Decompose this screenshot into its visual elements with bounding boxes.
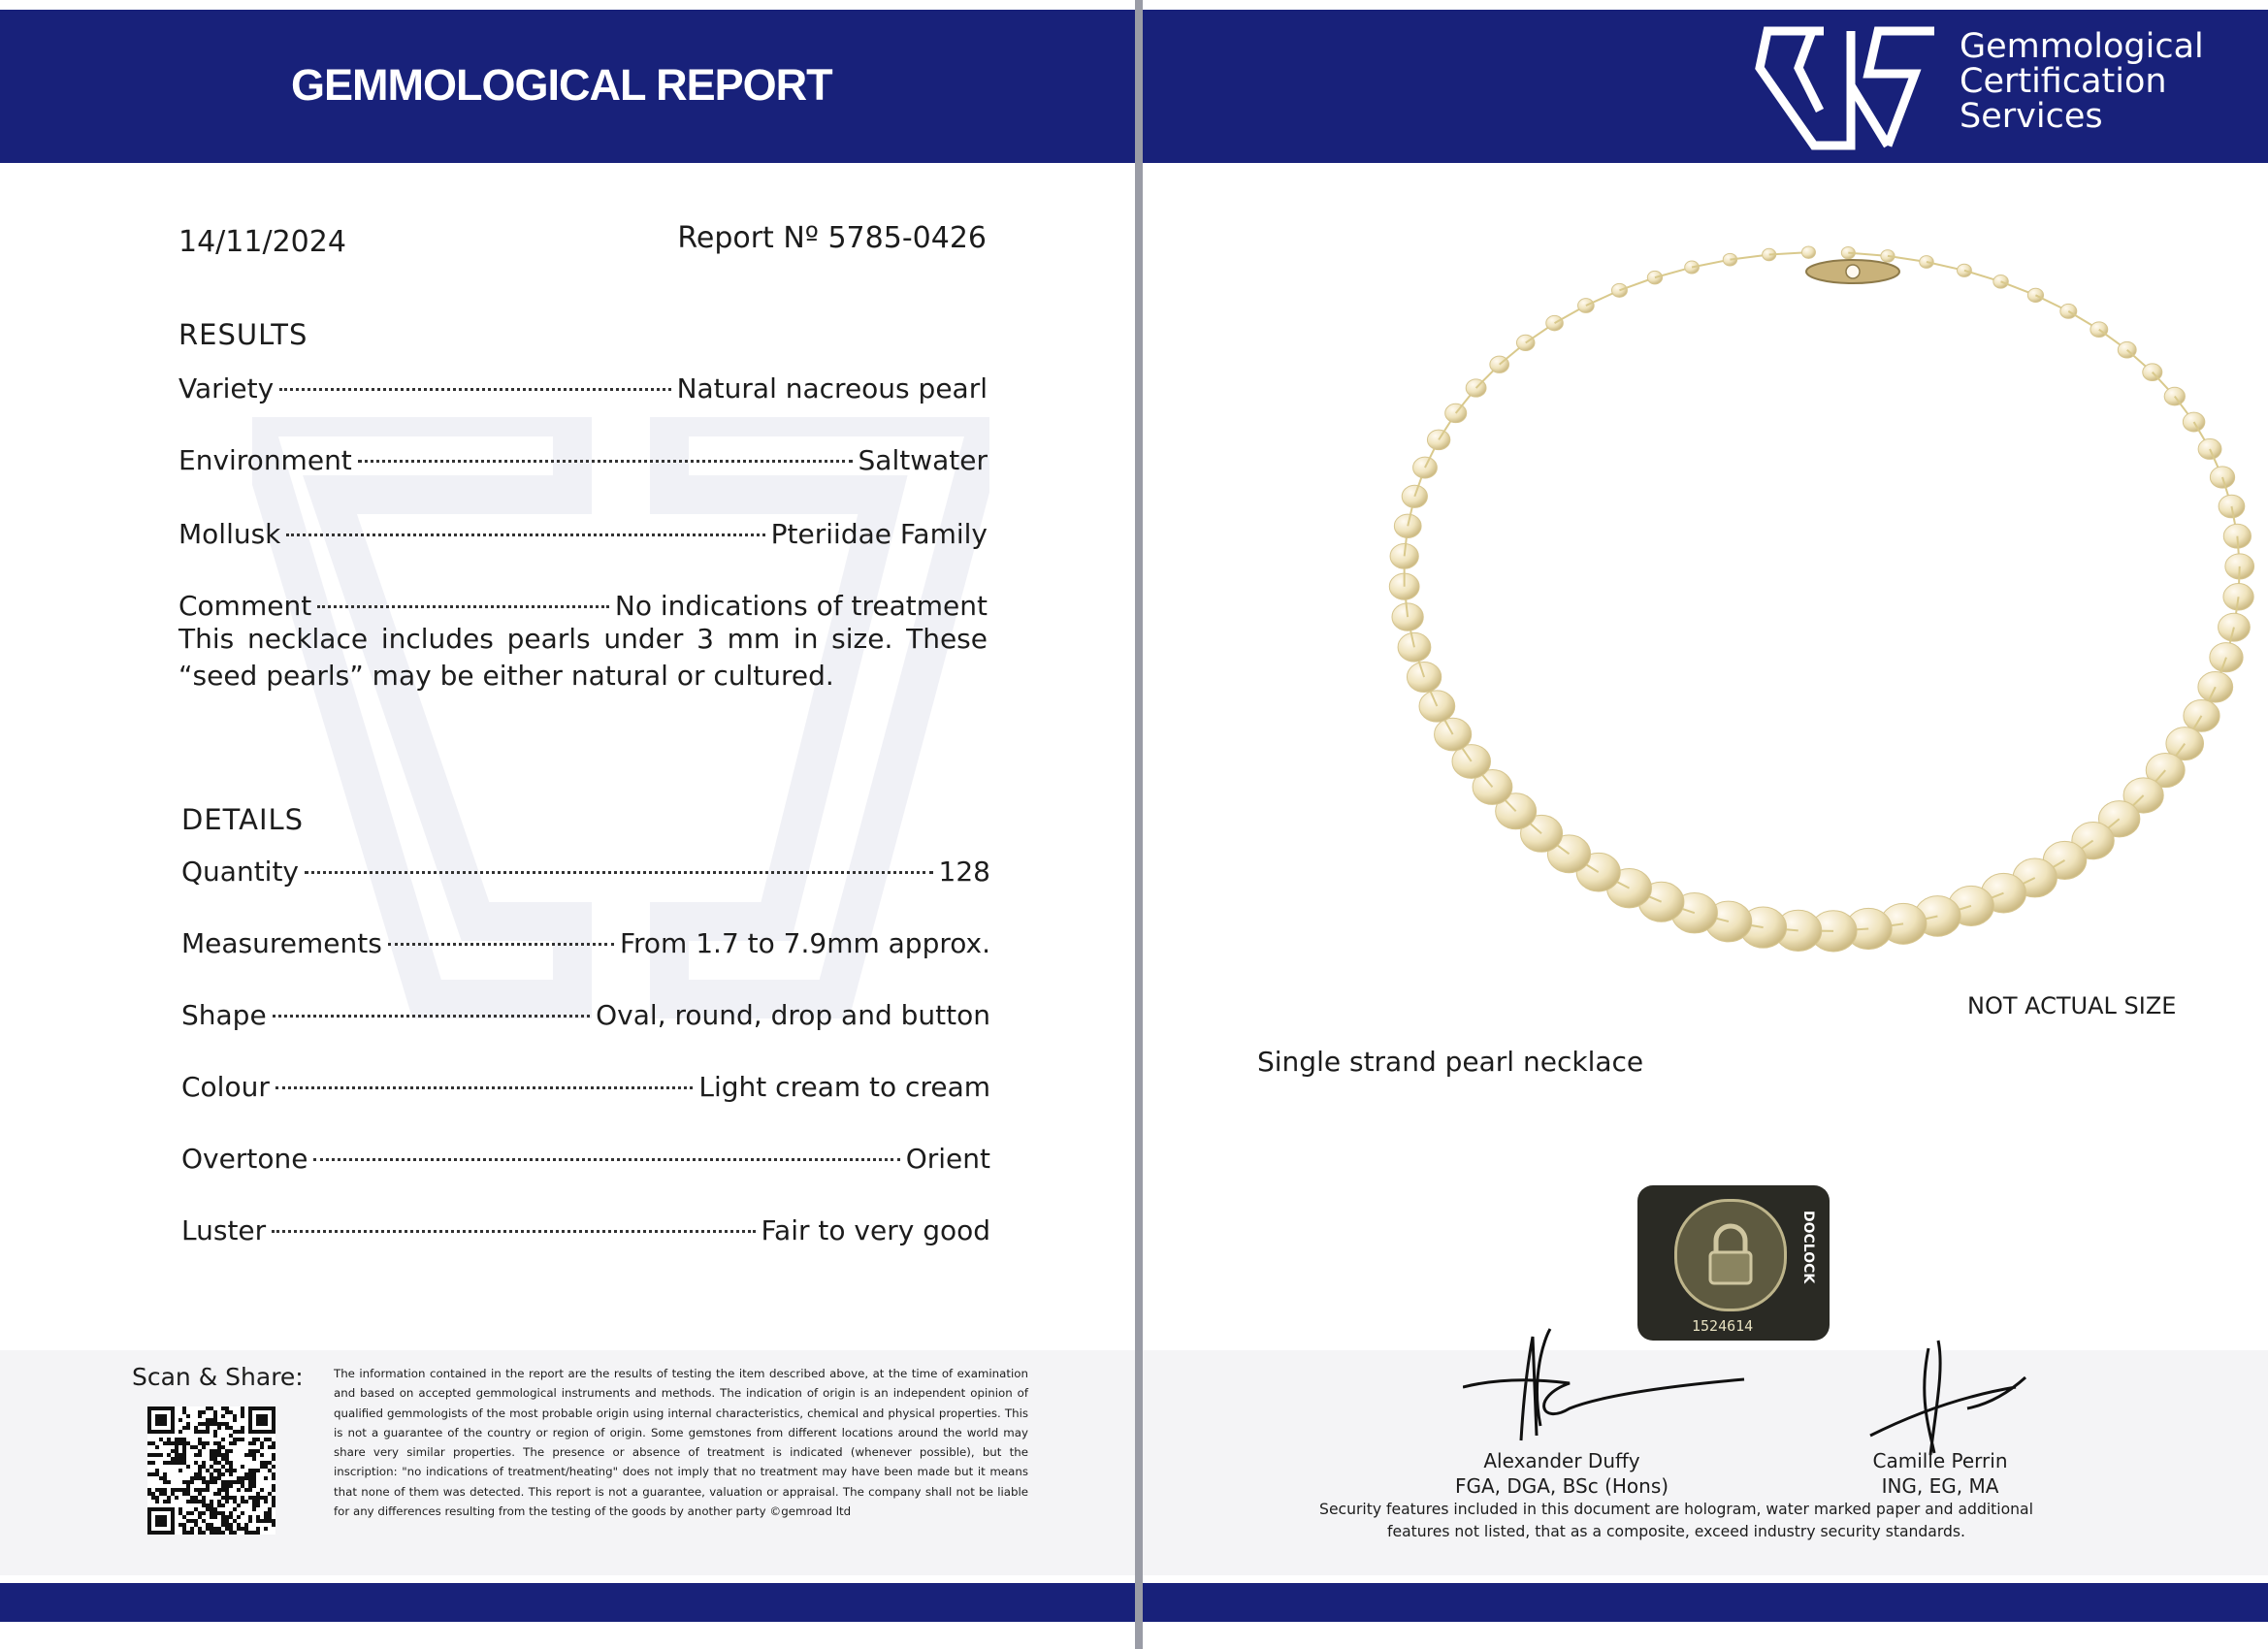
detail-label: Overtone [181, 1143, 308, 1175]
detail-label: Shape [181, 999, 267, 1031]
detail-row-measurements [181, 927, 990, 959]
clasp-icon [1806, 260, 1899, 283]
signatory-credentials: ING, EG, MA [1881, 1474, 1999, 1498]
detail-row-luster [181, 1214, 990, 1246]
footer-band [1143, 1583, 2268, 1622]
result-row-environment [178, 444, 988, 476]
pearl [1435, 718, 1472, 751]
signatory-name: Camille Perrin [1872, 1449, 2008, 1472]
detail-row-overtone [181, 1143, 990, 1175]
detail-value: Fair to very good [761, 1214, 990, 1246]
detail-label: Measurements [181, 927, 382, 959]
comment-note: This necklace includes pearls under 3 mm in size. These “seed pearls” may be either natural or cultured. [178, 623, 988, 692]
detail-row-shape [181, 999, 990, 1031]
pearl [1578, 299, 1595, 313]
doclock-hologram-seal [1637, 1185, 1830, 1341]
pearl [1402, 485, 1427, 507]
details-heading: DETAILS [181, 803, 305, 836]
report-date: 14/11/2024 [178, 225, 346, 259]
pearl [1398, 632, 1431, 662]
report-number: Report Nº 5785-0426 [677, 221, 987, 255]
seal-side-text: DOCLOCK [1800, 1211, 1816, 1284]
pearl [1920, 256, 1933, 269]
detail-value: From 1.7 to 7.9mm approx. [619, 927, 990, 959]
pearl [2198, 671, 2233, 701]
results-heading: RESULTS [178, 318, 308, 351]
detail-value: Light cream to cream [698, 1071, 990, 1103]
result-label: Variety [178, 372, 275, 404]
detail-row-colour [181, 1071, 990, 1103]
pearl [1413, 457, 1438, 478]
result-value: No indications of treatment [614, 590, 988, 622]
pearl [1685, 261, 1700, 274]
pearl [1445, 404, 1467, 422]
brand-line: Certification [1960, 62, 2167, 101]
result-label: Mollusk [178, 518, 281, 550]
security-note: Security features included in this document are hologram, water marked paper and additional features not listed, that as a composite, exceed industry security standards. [1319, 1501, 2033, 1540]
pearl [1957, 264, 1971, 276]
result-label: Environment [178, 444, 352, 476]
signatory-name: Alexander Duffy [1483, 1449, 1640, 1472]
qr-code-icon[interactable] [147, 1406, 275, 1535]
brand-line: Gemmological [1960, 27, 2204, 66]
signatory-credentials: FGA, DGA, BSc (Hons) [1454, 1474, 1669, 1498]
pearl [2183, 412, 2205, 432]
result-value: Natural nacreous pearl [676, 372, 988, 404]
detail-value: Orient [905, 1143, 990, 1175]
detail-label: Luster [181, 1214, 267, 1246]
brand-name [1960, 29, 2204, 134]
result-row-mollusk [178, 518, 988, 550]
detail-row-quantity [181, 856, 990, 888]
item-caption: Single strand pearl necklace [1257, 1046, 1644, 1078]
pearl [2210, 643, 2243, 672]
pearl-necklace-photo [1288, 242, 2268, 999]
pearl [1427, 430, 1449, 450]
detail-value: Oval, round, drop and button [596, 999, 990, 1031]
footer-band [0, 1583, 1135, 1622]
page-gutter [1135, 0, 1143, 1649]
signature-duffy-icon [1463, 1319, 1851, 1455]
hologram-disc [1674, 1199, 1787, 1311]
seal-serial: 1524614 [1692, 1317, 1754, 1335]
gcs-logo-icon [1754, 17, 1948, 153]
signature-perrin-icon [1861, 1329, 2171, 1465]
scan-share-label: Scan & Share: [132, 1363, 304, 1391]
pearl [1801, 246, 1815, 258]
not-actual-size-note: NOT ACTUAL SIZE [1967, 992, 2177, 1019]
brand-line: Services [1960, 97, 2103, 136]
result-row-comment [178, 590, 988, 622]
result-value: Pteriidae Family [770, 518, 988, 550]
pearl [1647, 271, 1662, 283]
report-right-page [1143, 0, 2268, 1649]
padlock-icon [1677, 1202, 1784, 1309]
report-title: GEMMOLOGICAL REPORT [291, 60, 832, 110]
detail-label: Quantity [181, 856, 299, 888]
pearl [1993, 275, 2008, 288]
result-value: Saltwater [858, 444, 988, 476]
result-label: Comment [178, 590, 312, 622]
disclaimer-text: The information contained in the report are the results of testing the item described above, at the time of examination and based on accepted gemmological instruments and methods. The indication of origin is an independent opinion of qualified gemmologists of the most probable origin using internal characteristics, chemical and physical properties. This is not a guarantee of the country or region of origin. Some gemstones from different locations around the world may share very similar properties. The presence or absence of treatment is indicated (whenever possible), but the inscription: "no indications of treatment/heating" does not imply that no treatment may have been made but it means that none of them was detected. This report is not a guarantee, valuation or appraisal. The company shall not be liable for any differences resulting from the testing of the goods by another party ©gemroad ltd [334, 1367, 1028, 1519]
detail-label: Colour [181, 1071, 270, 1103]
result-row-variety [178, 372, 988, 404]
detail-value: 128 [938, 856, 990, 888]
